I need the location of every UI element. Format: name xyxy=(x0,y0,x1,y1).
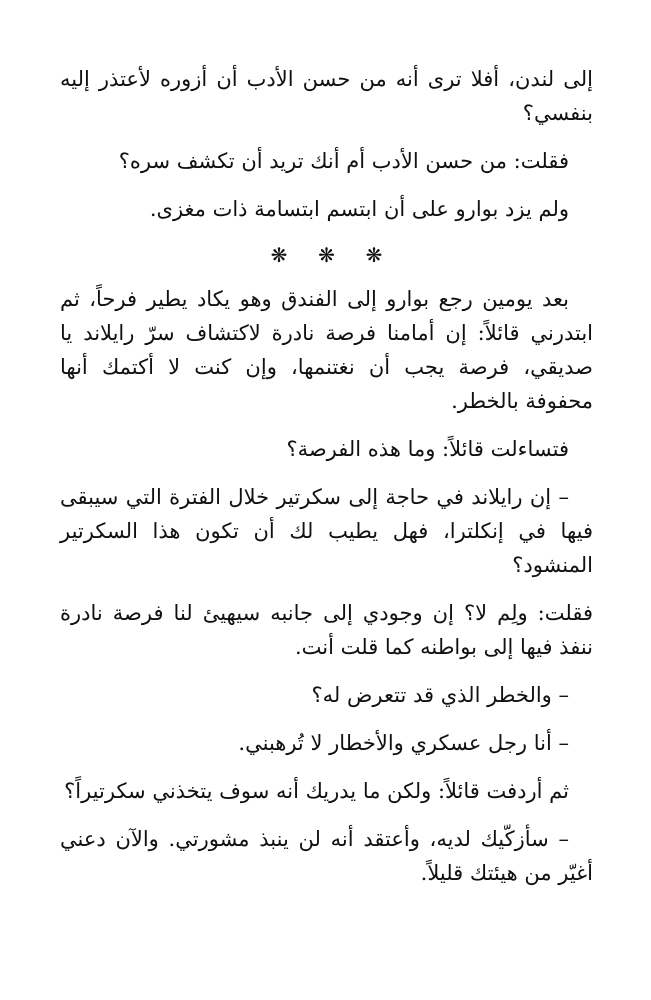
paragraph: فتساءلت قائلاً: وما هذه الفرصة؟ xyxy=(286,437,569,461)
dialogue-paragraph: – إن رايلاند في حاجة إلى سكرتير خلال الفترة التي سيبقى فيها في إنكلترا، فهل يطيب لك أن تكون هذا السكرتير المنشود؟ xyxy=(60,485,593,577)
paragraph: فقلت: ولِم لا؟ إن وجودي إلى جانبه سيهيئ لنا فرصة نادرة ننفذ فيها إلى بواطنه كما قلت أنت. xyxy=(60,601,593,659)
paragraph: ثم أردفت قائلاً: ولكن ما يدريك أنه سوف يتخذني سكرتيراً؟ xyxy=(64,779,569,803)
star-ornament-icon: ❋ xyxy=(365,243,383,267)
paragraph: بعد يومين رجع بوارو إلى الفندق وهو يكاد يطير فرحاً، ثم ابتدرني قائلاً: إن أمامنا فرصة نادرة لاكتشاف سرّ رايلاند يا صديقي، فرصة يجب أن نغتنمها، وإن كنت لا أكتمك أنها محفوفة بالخطر. xyxy=(60,287,593,413)
dialogue-paragraph: – والخطر الذي قد تتعرض له؟ xyxy=(311,683,569,707)
paragraph: ولم يزد بوارو على أن ابتسم ابتسامة ذات مغزى. xyxy=(149,197,569,221)
dialogue-paragraph: – سأزكّيك لديه، وأعتقد أنه لن ينبذ مشورتي. والآن دعني أغيّر من هيئتك قليلاً. xyxy=(60,827,593,885)
paragraph: إلى لندن، أفلا ترى أنه من حسن الأدب أن أزوره لأعتذر إليه بنفسي؟ xyxy=(60,67,593,125)
star-ornament-icon: ❋ xyxy=(318,243,335,267)
star-ornament-icon: ❋ xyxy=(270,243,288,267)
paragraph: فقلت: من حسن الأدب أم أنك تريد أن تكشف سره؟ xyxy=(118,149,569,173)
dialogue-paragraph: – أنا رجل عسكري والأخطار لا تُرهبني. xyxy=(238,731,569,755)
section-separator xyxy=(60,240,593,270)
